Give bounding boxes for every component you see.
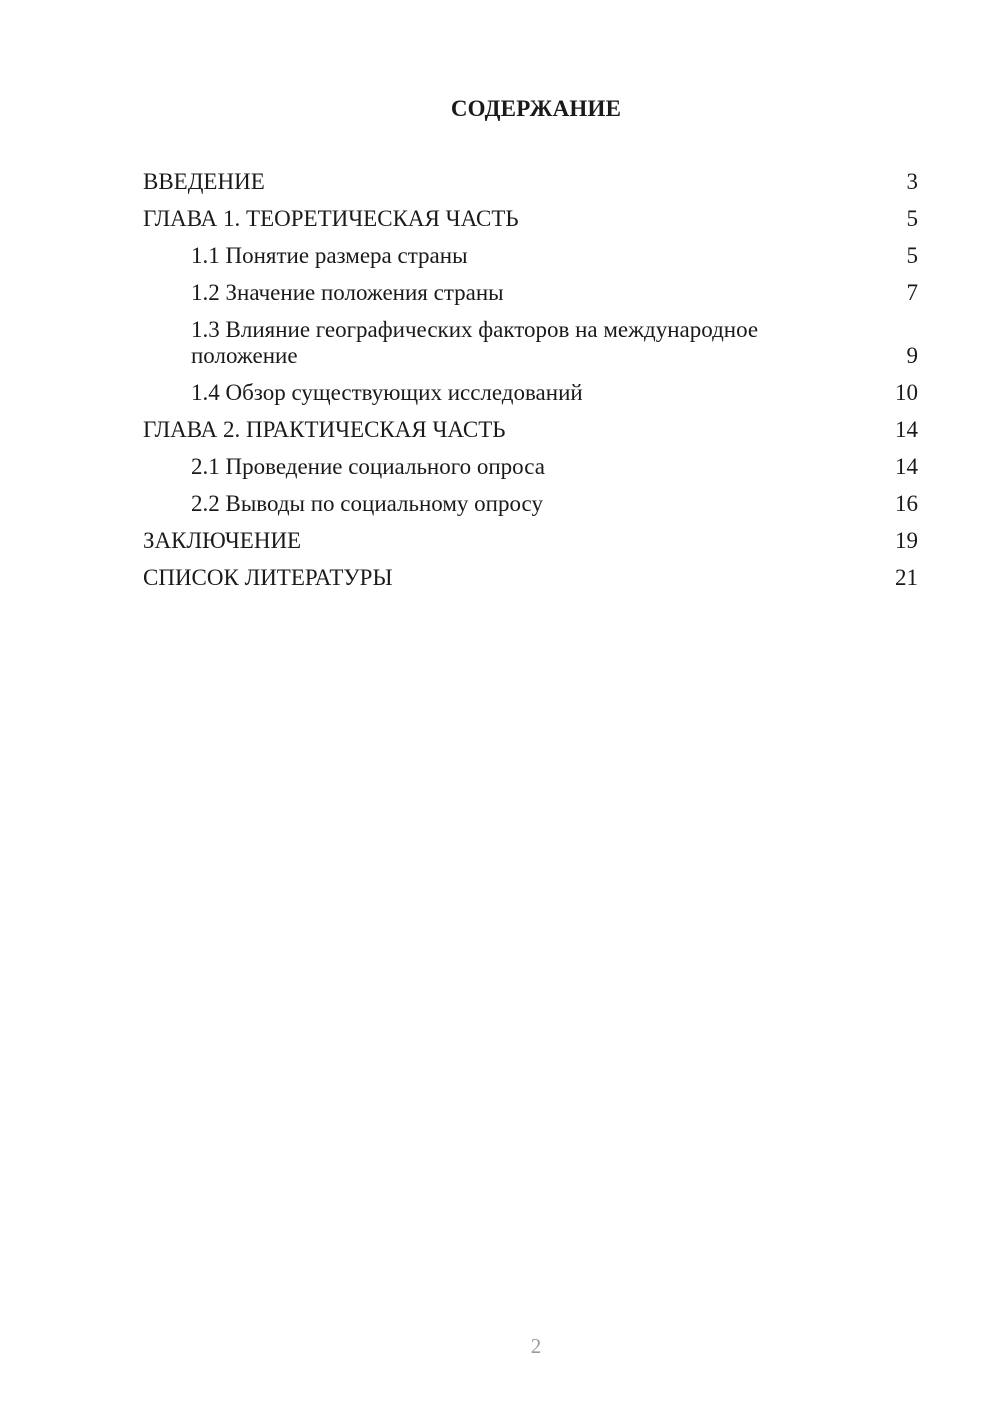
toc-entry [143,528,918,554]
page-number: 2 [530,1334,542,1358]
toc-entry-title: ЗАКЛЮЧЕНИЕ [143,528,302,553]
toc-entry-title: ГЛАВА 2. ПРАКТИЧЕСКАЯ ЧАСТЬ [143,417,506,442]
toc-subentry [143,243,918,269]
toc-entry-title: 1.3 Влияние географических факторов на международное положение [191,317,759,368]
toc-entry-title: 2.1 Проведение социального опроса [191,454,545,479]
toc-entry-page: 19 [895,528,918,553]
toc-entry-page: 5 [906,206,918,231]
toc-entry-page: 7 [906,280,918,305]
toc-entry-page: 5 [906,243,918,268]
toc-subentry [143,317,918,369]
toc-subentry [143,280,918,306]
toc-entry-title: 1.1 Понятие размера страны [191,243,468,268]
toc-entry-title: 1.2 Значение положения страны [191,280,504,305]
toc-entry [143,206,918,232]
page-title: СОДЕРЖАНИЕ [450,96,622,121]
toc-entry [143,169,918,195]
toc-entry-page: 16 [895,491,918,516]
toc-subentry [143,380,918,406]
toc-entry [143,565,918,591]
toc-entry [143,417,918,443]
toc-entry-title: 2.2 Выводы по социальному опросу [191,491,543,516]
toc-entry-title: ВВЕДЕНИЕ [143,169,265,194]
toc-entry-page: 14 [895,417,918,442]
toc-entry-page: 21 [895,565,918,590]
toc-entry-page: 14 [895,454,918,479]
toc-entry-title: ГЛАВА 1. ТЕОРЕТИЧЕСКАЯ ЧАСТЬ [143,206,519,231]
toc-entry-page: 9 [906,343,918,368]
toc-entry-page: 10 [895,380,918,405]
toc-entry-title: СПИСОК ЛИТЕРАТУРЫ [143,565,393,590]
toc-entry-title: 1.4 Обзор существующих исследований [191,380,583,405]
toc-entry-page: 3 [906,169,918,194]
toc-subentry [143,454,918,480]
toc-subentry [143,491,918,517]
table-of-contents [143,169,918,602]
